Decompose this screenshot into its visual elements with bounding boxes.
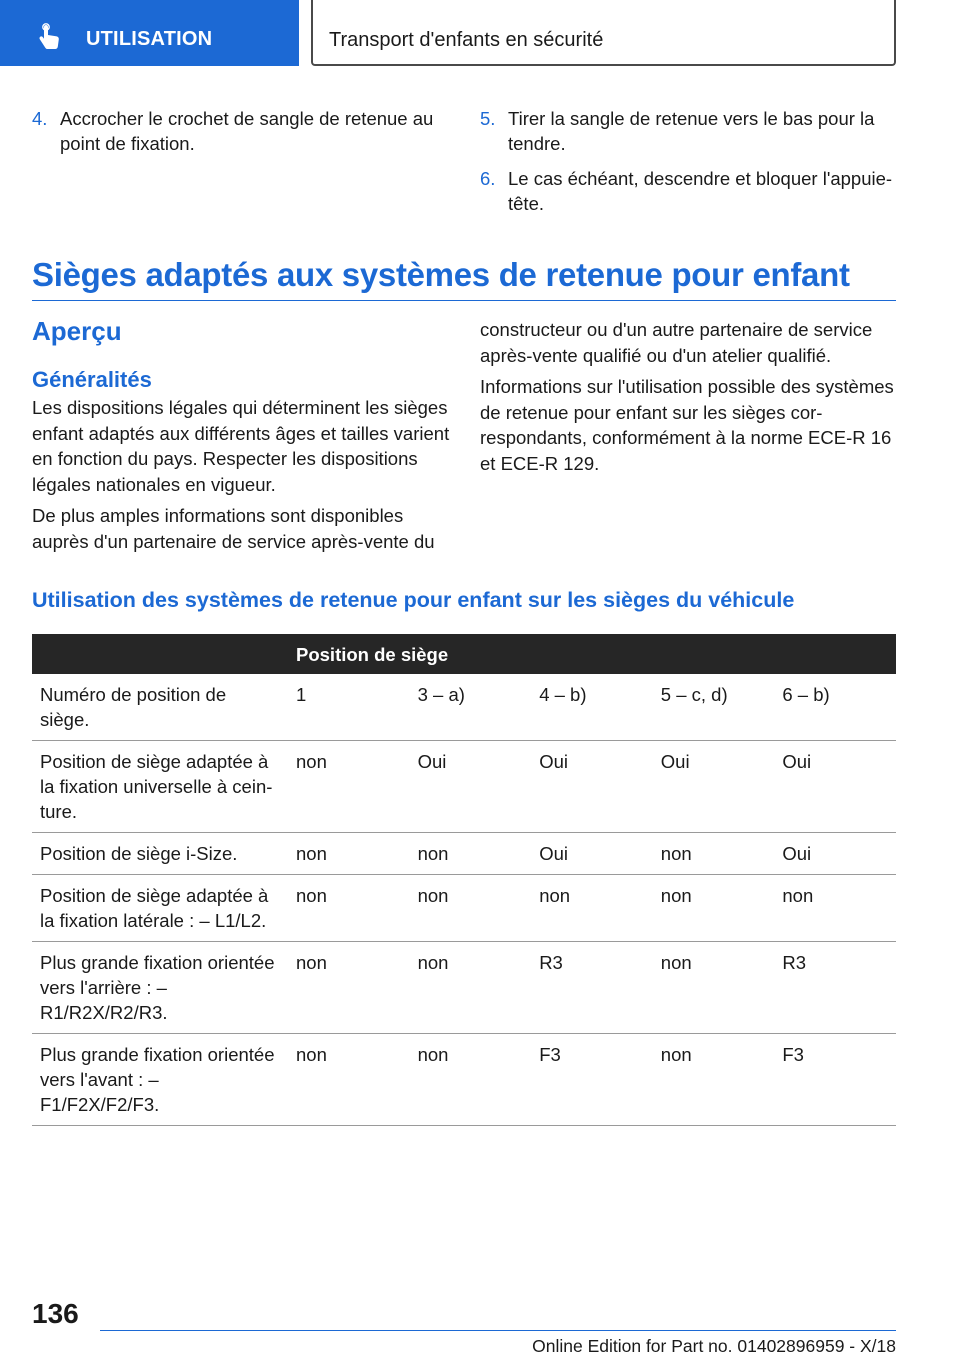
table-cell: 4 – b) <box>531 674 653 741</box>
general-heading: Généralités <box>32 367 152 392</box>
table-cell: Oui <box>774 741 896 833</box>
table-cell: Oui <box>653 741 775 833</box>
steps-right <box>480 106 896 226</box>
section-heading: Sièges adaptés aux systèmes de retenue pour enfant <box>32 256 896 301</box>
table-cell: R3 <box>531 942 653 1034</box>
overview-left-column <box>32 316 452 560</box>
table-cell: non <box>288 833 410 875</box>
row-label: Plus grande fixation orientée vers l'arrière : – R1/R2X/R2/R3. <box>32 942 288 1034</box>
table-row <box>32 875 896 942</box>
seat-position-table <box>32 634 896 1126</box>
step-item <box>32 106 452 156</box>
step-text: Le cas échéant, descendre et bloquer l'appuie-tête. <box>508 168 893 214</box>
table-cell: 6 – b) <box>774 674 896 741</box>
table-cell: F3 <box>531 1034 653 1126</box>
step-item <box>480 166 896 216</box>
table-cell: Oui <box>410 741 532 833</box>
paragraph: Les dispositions légales qui déterminent les sièges enfant adaptés aux différents âges et tailles varient en fonction du pays. Respecter les dispositions légales nationales en vigueur. <box>32 397 450 495</box>
table-cell: F3 <box>774 1034 896 1126</box>
table-cell: Oui <box>531 741 653 833</box>
step-number: 4. <box>32 108 48 129</box>
table-cell: R3 <box>774 942 896 1034</box>
step-text: Accrocher le crochet de sangle de retenue au point de fixation. <box>60 108 434 154</box>
table-cell: non <box>774 875 896 942</box>
row-label: Position de siège i-Size. <box>32 833 288 875</box>
table-cell: non <box>288 875 410 942</box>
table-row <box>32 942 896 1034</box>
table-cell: non <box>410 1034 532 1126</box>
table-cell: 1 <box>288 674 410 741</box>
table-cell: 5 – c, d) <box>653 674 775 741</box>
paragraph: Informations sur l'utilisation possible des systèmes de retenue pour enfant sur les sièges correspondants, conformément à la norme ECE-R 16 et ECE-R 129. <box>480 376 894 474</box>
hand-pointer-icon <box>34 22 64 52</box>
section-tab[interactable] <box>0 0 299 66</box>
table-cell: non <box>410 875 532 942</box>
step-number: 5. <box>480 108 496 129</box>
table-cell: non <box>288 741 410 833</box>
table-cell: non <box>531 875 653 942</box>
table-cell: 3 – a) <box>410 674 532 741</box>
chapter-header <box>311 0 896 66</box>
table-header-empty <box>32 634 288 674</box>
table-row <box>32 674 896 741</box>
page-number: 136 <box>32 1298 79 1329</box>
table-cell: non <box>653 942 775 1034</box>
usage-heading: Utilisation des systèmes de retenue pour enfant sur les sièges du véhicule <box>32 588 795 612</box>
section-label: UTILISATION <box>86 28 213 50</box>
table-header-label: Position de siège <box>288 634 896 674</box>
chapter-title: Transport d'enfants en sécurité <box>329 29 604 51</box>
overview-heading: Aperçu <box>32 316 122 346</box>
step-item <box>480 106 896 156</box>
row-label: Numéro de position de siège. <box>32 674 288 741</box>
table-header-row <box>32 634 896 674</box>
footer-divider <box>100 1330 896 1331</box>
table-row <box>32 833 896 875</box>
table-row <box>32 1034 896 1126</box>
overview-right-column <box>480 317 896 482</box>
steps-left <box>32 106 452 166</box>
table-cell: Oui <box>531 833 653 875</box>
footer-edition: Online Edition for Part no. 01402896959 - X/18 <box>532 1336 896 1356</box>
table-cell: non <box>653 833 775 875</box>
table-cell: non <box>410 833 532 875</box>
step-number: 6. <box>480 168 496 189</box>
paragraph: constructeur ou d'un autre partenaire de service après-vente qualifié ou d'un atelier qualifié. <box>480 319 873 366</box>
table-cell: Oui <box>774 833 896 875</box>
table-cell: non <box>288 942 410 1034</box>
table-row <box>32 741 896 833</box>
paragraph: De plus amples informations sont disponibles auprès d'un partenaire de service après-vente du <box>32 505 435 552</box>
row-label: Plus grande fixation orientée vers l'avant : – F1/F2X/F2/F3. <box>32 1034 288 1126</box>
table-cell: non <box>410 942 532 1034</box>
step-text: Tirer la sangle de retenue vers le bas pour la tendre. <box>508 108 875 154</box>
row-label: Position de siège adaptée à la fixation universelle à ceinture. <box>32 741 288 833</box>
table-cell: non <box>653 875 775 942</box>
row-label: Position de siège adaptée à la fixation latérale : – L1/L2. <box>32 875 288 942</box>
table-cell: non <box>288 1034 410 1126</box>
table-cell: non <box>653 1034 775 1126</box>
